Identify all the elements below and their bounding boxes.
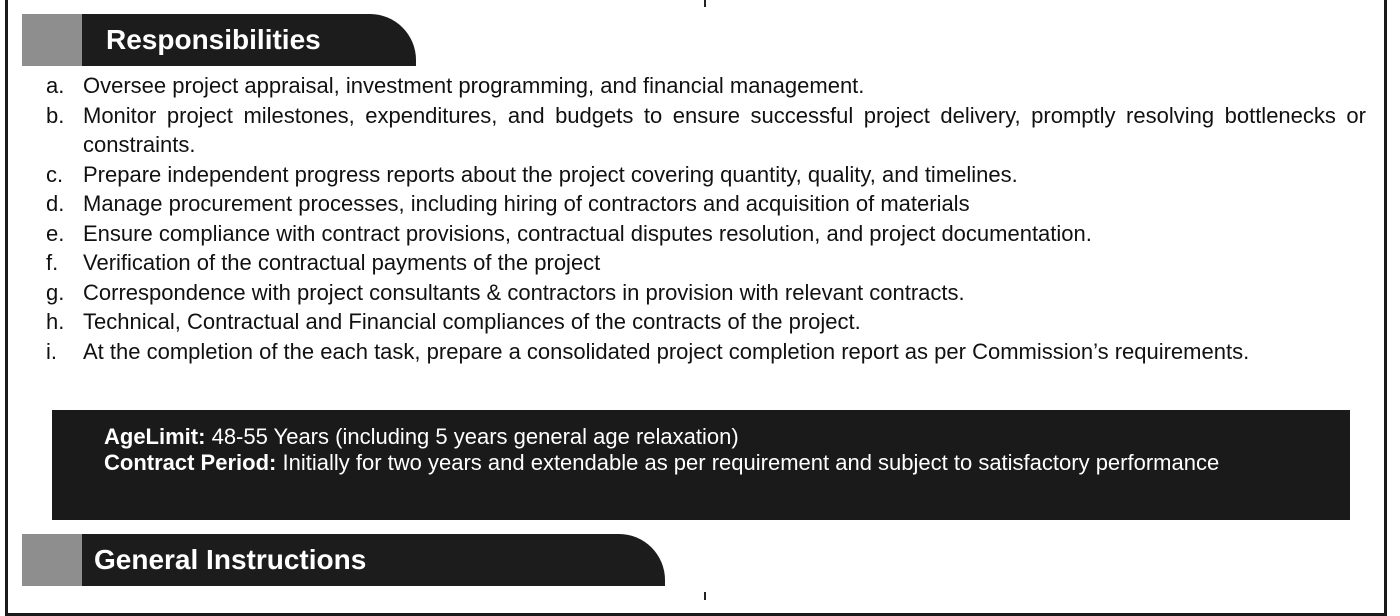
general-instructions-title: General Instructions	[94, 544, 367, 575]
list-marker: a.	[46, 73, 65, 98]
list-marker: g.	[46, 279, 65, 305]
responsibilities-list	[46, 71, 1366, 366]
list-item-text: Verification of the contractual payments of the project	[83, 250, 601, 275]
responsibilities-title: Responsibilities	[106, 24, 321, 55]
list-marker: i.	[46, 338, 57, 364]
list-marker: h.	[46, 309, 65, 334]
header-gray-tab	[22, 534, 82, 586]
responsibilities-header	[22, 14, 416, 66]
contract-period-line	[104, 450, 1290, 476]
age-limit-line	[104, 424, 1290, 450]
list-item-text: At the completion of the each task, prepare a consolidated project completion report as per Commission’s requirements.	[83, 338, 1250, 364]
list-marker: d.	[46, 191, 65, 216]
list-item-text: Correspondence with project consultants & contractors in provision with relevant contracts.	[83, 279, 965, 305]
list-item-text: Monitor project milestones, expenditures, and budgets to ensure successful project delivery, promptly resolving bottlenecks or constraints.	[83, 102, 1366, 157]
list-marker: c.	[46, 161, 64, 187]
list-item	[46, 101, 1366, 160]
list-item	[46, 160, 1366, 190]
contract-period-label: Contract Period:	[104, 450, 277, 475]
list-item-text: Prepare independent progress reports about the project covering quantity, quality, and timelines.	[83, 161, 1018, 187]
age-limit-label: AgeLimit:	[104, 424, 206, 449]
list-item	[46, 248, 1366, 278]
list-item	[46, 307, 1366, 337]
list-item	[46, 189, 1366, 219]
list-item	[46, 219, 1366, 249]
list-item-text: Oversee project appraisal, investment programming, and financial management.	[83, 73, 865, 98]
list-marker: f.	[46, 250, 59, 275]
list-item	[46, 71, 1366, 101]
age-limit-value: 48-55 Years (including 5 years general age relaxation)	[211, 424, 739, 449]
eligibility-info-box	[52, 410, 1350, 520]
fold-mark-top	[704, 0, 706, 7]
list-item-text: Ensure compliance with contract provisions, contractual disputes resolution, and project documentation.	[83, 220, 1092, 246]
list-item-text: Manage procurement processes, including hiring of contractors and acquisition of materials	[83, 191, 970, 216]
list-item-text: Technical, Contractual and Financial compliances of the contracts of the project.	[83, 309, 861, 334]
contract-period-value: Initially for two years and extendable as per requirement and subject to satisfactory performance	[282, 450, 1220, 475]
list-marker: b.	[46, 102, 65, 128]
list-item	[46, 337, 1366, 367]
general-instructions-header	[22, 534, 665, 586]
fold-mark-bottom	[704, 592, 706, 600]
list-marker: e.	[46, 220, 65, 246]
list-item	[46, 278, 1366, 308]
header-gray-tab	[22, 14, 82, 66]
